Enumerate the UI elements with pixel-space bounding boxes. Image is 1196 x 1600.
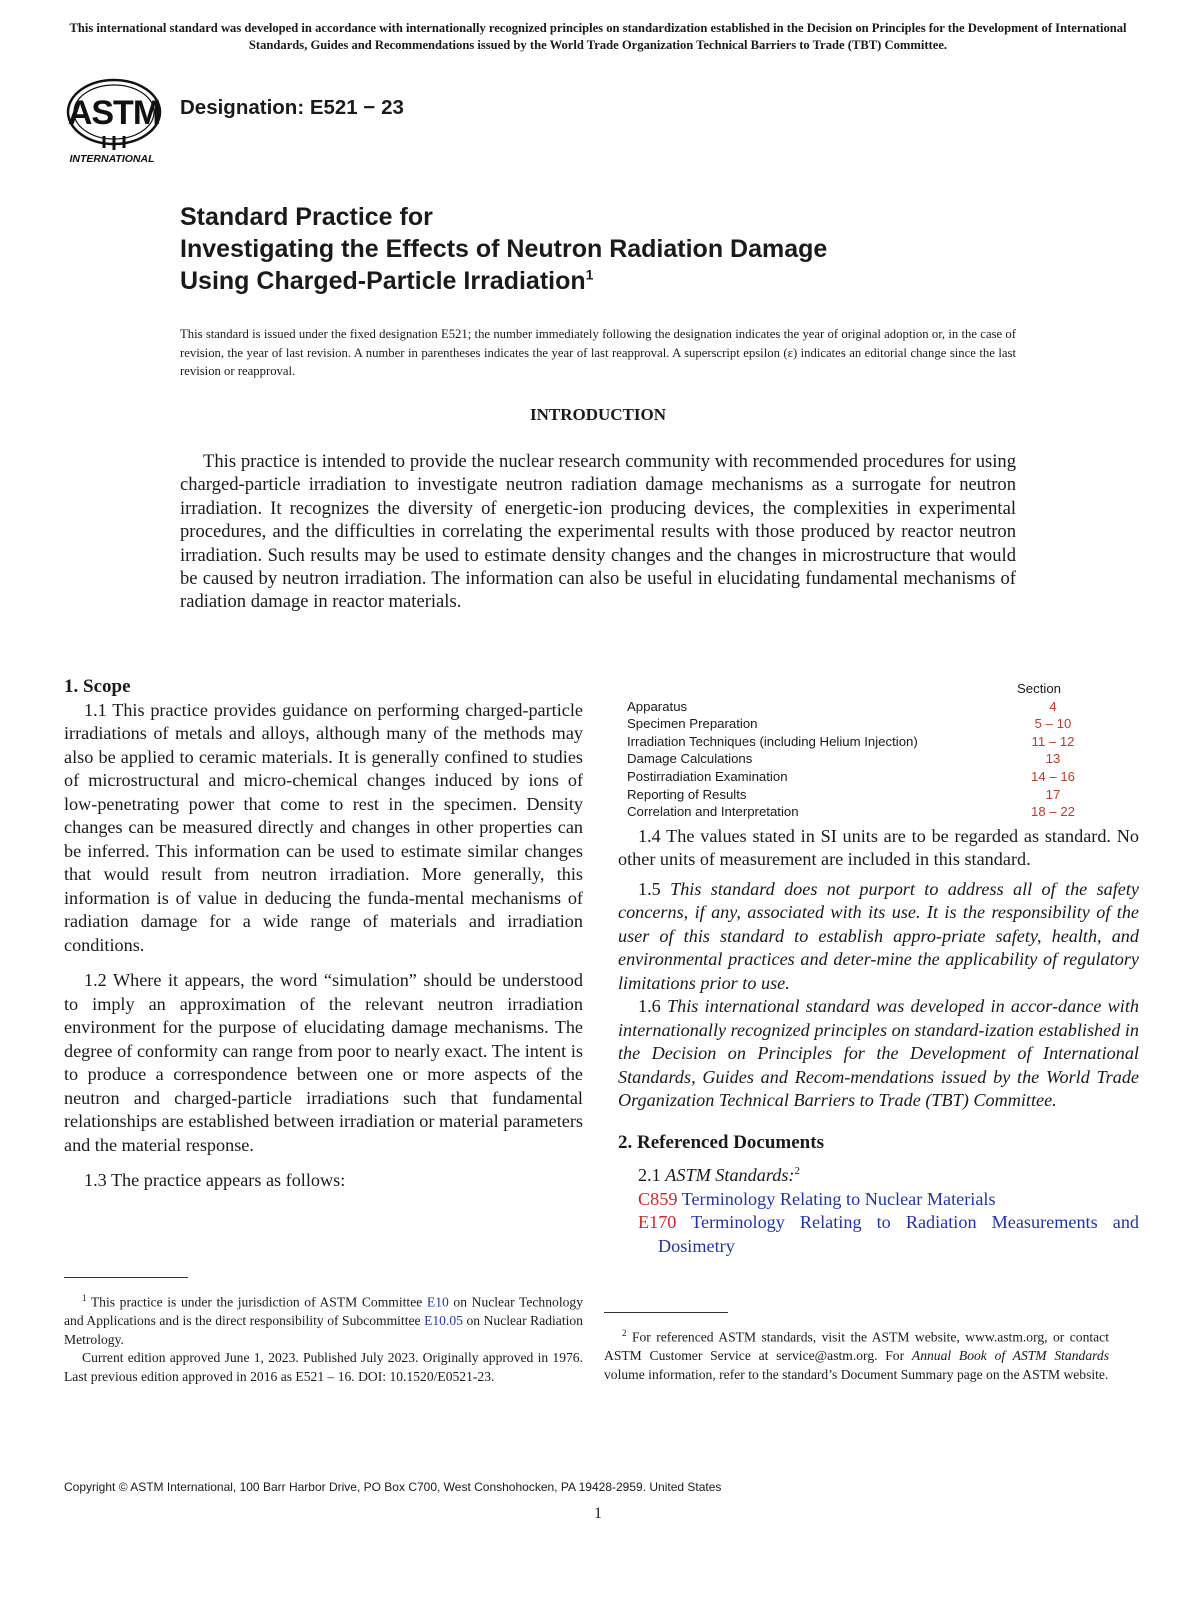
reference-item[interactable]	[618, 1211, 1139, 1258]
astm-logo	[64, 74, 166, 166]
title-line-2: Investigating the Effects of Neutron Radiation Damage	[180, 235, 828, 263]
footnote-1-text: on Nuclear Technology and Applications and is the direct responsibility of Subcommittee	[64, 1294, 583, 1329]
scope-1-5-text: This standard does not purport to address all of the safety concerns, if any, associated with its use. It is the responsibility of the user of this standard to establish appro-priate safety, health, and environmental practices and deter-mine the applicability of regulatory limitations prior to use.	[618, 878, 1139, 993]
scope-1-6	[618, 995, 1139, 1113]
footnote-2-text: volume information, refer to the standard’s Document Summary page on the ASTM website.	[604, 1366, 1109, 1382]
toc-label: Reporting of Results	[627, 786, 747, 802]
scope-1-6-text: This international standard was developed in accor-dance with internationally recognized principles on standard-ization established in the Decision on Principles for the Development of International Standards, Guides and Recom-mendations issued by the World Trade Organization Technical Barriers to Trade (TBT) Committee.	[618, 996, 1139, 1111]
title-line-3: Using Charged-Particle Irradiation	[180, 267, 586, 295]
toc-row	[618, 768, 1139, 786]
toc-section-link[interactable]: 11 – 12	[1031, 733, 1075, 749]
issued-note: This standard is issued under the fixed designation E521; the number immediately following the designation indicates the year of original adoption or, in the case of revision, the year of last revision. A number in parentheses indicates the year of last reapproval. A superscript epsilon (ε) indicates an editorial change since the last revision or reapproval.	[180, 327, 1016, 378]
page-number: 1	[594, 1505, 602, 1522]
footnote-1-text: This practice is under the jurisdiction of ASTM Committee	[90, 1294, 423, 1310]
toc-label: Correlation and Interpretation	[627, 804, 799, 820]
scope-1-5-number: 1.5	[638, 878, 661, 899]
subheading-number: 2.1	[638, 1165, 661, 1186]
reference-title-link[interactable]: Terminology Relating to Nuclear Materials	[681, 1188, 996, 1209]
wto-notice: This international standard was developed in accordance with internationally recognized principles on standardization established in the Decision on Principles for the Development of International Standards, Guides and Recommendations issued by the World Trade Organization Technical Barriers to Trade (TBT) Committee.	[69, 21, 1127, 52]
scope-1-5	[618, 878, 1139, 996]
toc-row	[618, 715, 1139, 733]
footnote-rule	[604, 1312, 728, 1313]
toc-label: Damage Calculations	[627, 751, 753, 767]
section-table-header: Section	[1017, 681, 1061, 696]
toc-label: Irradiation Techniques (including Helium Injection)	[627, 733, 918, 749]
scope-1-1: 1.1 This practice provides guidance on performing charged-particle irradiations of metals and alloys, although many of the methods may also be applied to ceramic materials. It is generally confined to studies of microstructural and micro-chemical changes induced by ions of low-penetrating power that come to rest in the specimen. Density changes can be measured directly and changes in other properties can be inferred. This information can be used to estimate similar changes that would result from neutron irradiation. More generally, this information is of value in deducing the funda-mental mechanisms of radiation damage for a wide range of materials and irradiation conditions.	[64, 699, 583, 955]
scope-1-3: 1.3 The practice appears as follows:	[84, 1170, 346, 1190]
footnote-1-mark: 1	[82, 1293, 87, 1303]
subheading-text: ASTM Standards:	[665, 1165, 795, 1186]
toc-label: Apparatus	[627, 698, 688, 714]
logo-text: ASTM	[67, 94, 161, 132]
astm-standards-subheading	[618, 1160, 1139, 1188]
reference-item[interactable]	[618, 1188, 1139, 1212]
footnote-2	[604, 1324, 1109, 1384]
references-heading: 2. Referenced Documents	[618, 1131, 824, 1153]
toc-row	[618, 698, 1139, 716]
toc-label: Specimen Preparation	[627, 716, 758, 732]
subcommittee-link[interactable]: E10.05	[424, 1313, 463, 1329]
introduction-heading: INTRODUCTION	[529, 405, 667, 424]
footnote-2-mark: 2	[622, 1328, 627, 1338]
footnote-1-text: on Nuclear Radiation Metrology.	[64, 1313, 583, 1347]
reference-title-link[interactable]: Terminology Relating to Radiation Measurements and Dosimetry	[658, 1212, 1140, 1256]
designation: Designation: E521 − 23	[180, 96, 404, 119]
right-column	[618, 680, 1139, 1258]
copyright-footer: Copyright © ASTM International, 100 Barr Harbor Drive, PO Box C700, West Conshohocken, PA 19428-2959. United States	[64, 1480, 722, 1494]
scope-1-2: 1.2 Where it appears, the word “simulation” should be understood to imply an approximation of the relevant neutron irradiation environment for the purpose of elucidating damage mechanisms. The degree of conformity can range from poor to nearly exact. The intent is to produce a correspondence between one or more aspects of the neutron and charged-particle irradiations such that fundamental relationships are established between irradiation or material parameters and the material response.	[64, 970, 583, 1155]
logo-subtext: INTERNATIONAL	[69, 153, 155, 165]
footnote-rule	[64, 1277, 188, 1278]
footnote-2-text: For referenced ASTM standards, visit the ASTM website, www.astm.org, or contact ASTM Customer Service at service@astm.org. For	[604, 1329, 1109, 1364]
toc-row	[618, 750, 1139, 768]
scope-heading: 1. Scope	[64, 676, 131, 697]
toc-row	[618, 733, 1139, 751]
reference-code-link[interactable]: E170	[638, 1212, 677, 1233]
toc-row	[618, 786, 1139, 804]
footnote-2-area	[604, 1312, 1109, 1384]
scope-1-6-number: 1.6	[638, 996, 661, 1017]
footnote-1-edition: Current edition approved June 1, 2023. Published July 2023. Originally approved in 1976. Last previous edition approved in 2016 as E521 – 16. DOI: 10.1520/E0521-23.	[64, 1350, 583, 1384]
toc-row	[618, 803, 1139, 821]
introduction-text: This practice is intended to provide the nuclear research community with recommended procedures for using charged-particle irradiation to investigate neutron radiation damage mechanisms as a surrogate for neutron irradiation. It recognizes the diversity of energetic-ion producing devices, the complexities in experimental procedures, and the difficulties in correlating the experimental results with those produced by reactor neutron irradiation. Such results may be used to estimate density changes and the changes in microstructure that would be caused by neutron irradiation. The information can also be useful in elucidating fundamental mechanisms of radiation damage in reactor materials.	[180, 451, 1016, 613]
scope-1-4: 1.4 The values stated in SI units are to be regarded as standard. No other units of measurement are included in this standard.	[618, 825, 1139, 870]
title-footnote-mark: 1	[585, 266, 594, 283]
toc-section-link[interactable]: 5 – 10	[1034, 716, 1072, 732]
footnote-1-area	[64, 1277, 583, 1386]
footnote-1	[64, 1289, 583, 1349]
astm-logo-icon	[64, 74, 166, 166]
reference-code-link[interactable]: C859	[638, 1188, 678, 1209]
committee-link[interactable]: E10	[426, 1294, 449, 1310]
left-column	[64, 675, 583, 1193]
toc-section-link[interactable]: 17	[1045, 786, 1061, 802]
section-table	[618, 680, 1139, 821]
toc-section-link[interactable]: 13	[1045, 751, 1061, 767]
toc-section-link[interactable]: 18 – 22	[1031, 804, 1075, 820]
toc-section-link[interactable]: 14 – 16	[1031, 768, 1075, 784]
toc-section-link[interactable]: 4	[1049, 698, 1057, 714]
footnote-2-italic: Annual Book of ASTM Standards	[911, 1348, 1109, 1364]
subheading-footnote-mark: 2	[794, 1165, 800, 1178]
toc-label: Postirradiation Examination	[627, 768, 788, 784]
document-title	[180, 201, 1080, 297]
title-line-1: Standard Practice for	[180, 203, 433, 231]
